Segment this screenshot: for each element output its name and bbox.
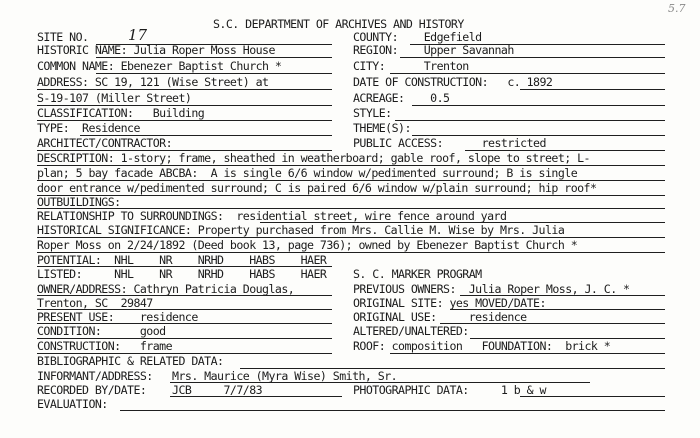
rule	[440, 323, 665, 324]
rule	[520, 89, 665, 90]
rule	[96, 73, 332, 74]
themes: THEME(S):	[353, 121, 411, 135]
form-header: S.C. DEPARTMENT OF ARCHIVES AND HISTORY	[213, 17, 464, 31]
rule	[37, 323, 332, 324]
rule	[37, 120, 332, 121]
type: TYPE: Residence	[37, 121, 140, 135]
public-access: PUBLIC ACCESS: restricted	[353, 136, 546, 150]
rule	[120, 410, 665, 411]
rule	[520, 396, 665, 397]
rule	[390, 73, 665, 74]
rule	[37, 165, 665, 166]
photographic-data: PHOTOGRAPHIC DATA: 1 b & w	[353, 383, 546, 397]
rule	[240, 368, 665, 369]
city: CITY: Trenton	[353, 59, 469, 73]
address-line-2: S-19-107 (Miller Street)	[37, 91, 192, 105]
rule	[465, 150, 665, 151]
region: REGION: Upper Savannah	[353, 43, 514, 57]
rule	[170, 396, 342, 397]
rule	[37, 195, 665, 196]
historical-significance-line-1: HISTORICAL SIGNIFICANCE: Property purchased from Mrs. Callie M. Wise by Mrs. Julia	[37, 223, 565, 237]
date-of-construction: DATE OF CONSTRUCTION: c. 1892	[353, 75, 553, 89]
listed: LISTED: NHL NR NRHD HABS HAER	[37, 267, 327, 281]
description-line-3: door entrance w/pedimented surround; C is paired 6/6 window w/plain surround; hip roof*	[37, 181, 597, 195]
rule	[37, 208, 665, 209]
rule	[37, 266, 332, 267]
rule	[37, 180, 665, 181]
owner-address-line-2: Trenton, SC 29847	[37, 296, 153, 310]
historic-name: HISTORIC NAME: Julia Roper Moss House	[37, 43, 275, 57]
original-site: ORIGINAL SITE: yes MOVED/DATE:	[353, 296, 546, 310]
owner-address-line-1: OWNER/ADDRESS: Cathryn Patricia Douglas,	[37, 282, 295, 296]
rule	[37, 252, 665, 253]
potential: POTENTIAL: NHL NR NRHD HABS HAER	[37, 253, 327, 267]
present-use: PRESENT USE: residence	[37, 310, 198, 324]
common-name: COMMON NAME: Ebenezer Baptist Church *	[37, 59, 282, 73]
altered-unaltered: ALTERED/UNALTERED:	[353, 324, 469, 338]
rule	[460, 295, 665, 296]
rule	[37, 309, 332, 310]
rule	[37, 237, 665, 238]
site-no-value: 17	[128, 26, 148, 44]
rule	[37, 150, 332, 151]
style: STYLE:	[353, 106, 392, 120]
address-line-1: ADDRESS: SC 19, 121 (Wise Street) at	[37, 75, 269, 89]
outbuildings: OUTBUILDINGS:	[37, 195, 121, 209]
original-use: ORIGINAL USE: residence	[353, 310, 527, 324]
rule	[37, 105, 332, 106]
acreage: ACREAGE: 0.5	[353, 91, 450, 105]
description-line-1: DESCRIPTION: 1-story; frame, sheathed in weatherboard; gable roof, slope to street; L-	[37, 151, 590, 165]
rule	[450, 309, 665, 310]
classification: CLASSIFICATION: Building	[37, 106, 205, 120]
recorded-by-date: RECORDED BY/DATE: JCB 7/7/83	[37, 383, 263, 397]
informant-address: INFORMANT/ADDRESS: Mrs. Maurice (Myra Wise) Smith, Sr.	[37, 369, 398, 383]
construction: CONSTRUCTION: frame	[37, 339, 173, 353]
marker-program: S. C. MARKER PROGRAM	[353, 267, 482, 281]
rule	[390, 353, 665, 354]
rule	[96, 57, 332, 58]
bibliographic-data: BIBLIOGRAPHIC & RELATED DATA:	[37, 354, 224, 368]
rule	[470, 338, 665, 339]
description-line-2: plan; 5 bay facade ABCBA: A is single 6/6 window w/pedimented surround; B is single	[37, 166, 578, 180]
site-no-label: SITE NO.	[37, 30, 89, 44]
county: COUNTY: Edgefield	[353, 30, 482, 44]
rule	[410, 44, 665, 45]
previous-owners: PREVIOUS OWNERS: Julia Roper Moss, J. C. *	[353, 282, 630, 296]
rule	[37, 295, 332, 296]
page-number-mark: 5.7	[668, 2, 686, 15]
rule	[37, 89, 332, 90]
relationship-to-surroundings: RELATIONSHIP TO SURROUNDINGS: residential street, wire fence around yard	[37, 209, 507, 223]
architect-contractor: ARCHITECT/CONTRACTOR:	[37, 136, 173, 150]
rule	[260, 222, 665, 223]
roof-foundation: ROOF: composition FOUNDATION: brick *	[353, 339, 611, 353]
evaluation: EVALUATION:	[37, 397, 108, 411]
rule	[80, 135, 332, 136]
historical-significance-line-2: Roper Moss on 2/24/1892 (Deed book 13, page 736); owned by Ebenezer Baptist Church *	[37, 238, 578, 252]
rule	[412, 135, 665, 136]
rule	[400, 57, 665, 58]
rule	[170, 382, 590, 383]
rule	[37, 353, 332, 354]
rule	[37, 338, 332, 339]
rule	[412, 105, 665, 106]
condition: CONDITION: good	[37, 324, 166, 338]
rule	[395, 120, 665, 121]
